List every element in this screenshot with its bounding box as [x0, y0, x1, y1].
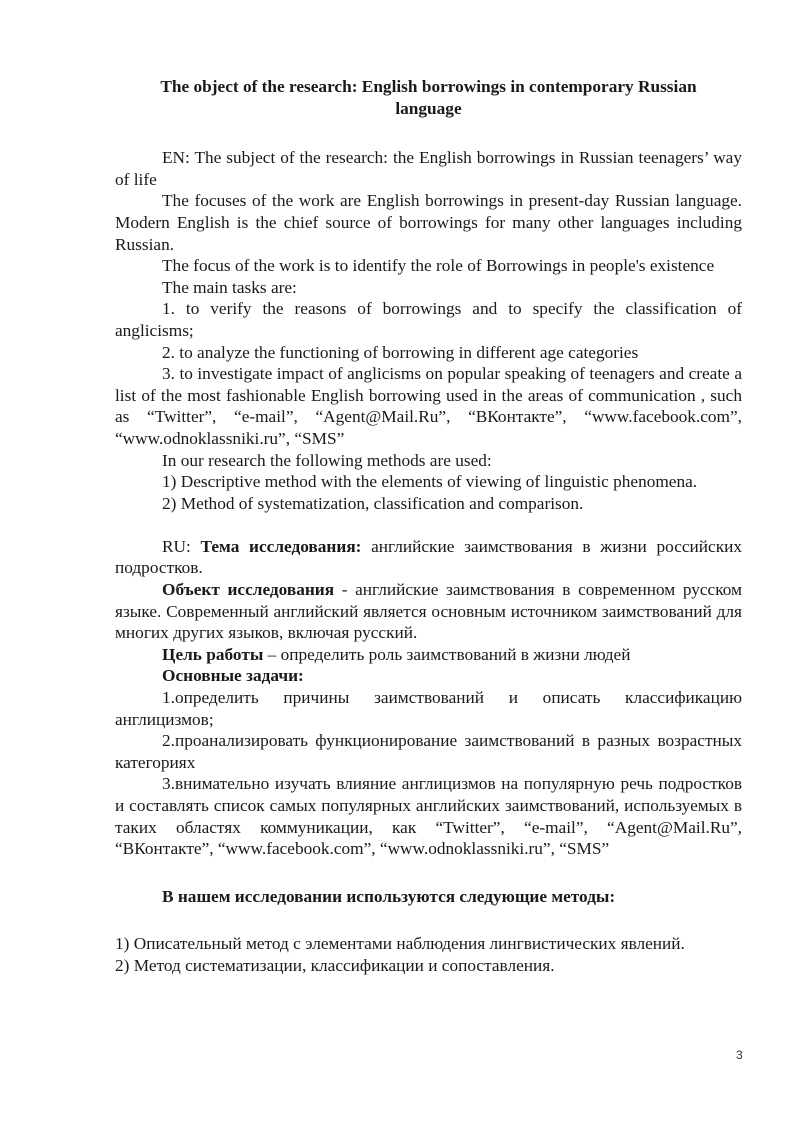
document-title: The object of the research: English borrowings in contemporary Russian language [160, 77, 697, 118]
page-number: 3 [736, 1048, 743, 1062]
ru-subject-label: Тема исследования: [200, 536, 362, 556]
ru-methods-heading [115, 886, 742, 908]
en-task-3: 3. to investigate impact of anglicisms on popular speaking of teenagers and create a list of the most fashionable English borrowing used in the areas of communication , such as “Twitter”, “e-mail”, “Agent@Mail.Ru”, “ВКонтакте”, “www.facebook.com”, “www.odnoklassniki.ru”, “SMS” [115, 364, 742, 448]
ru-subject-paragraph [115, 536, 742, 579]
ru-aim-label: Цель работы [162, 644, 264, 664]
en-tasks-heading: The main tasks are: [162, 277, 297, 297]
document-page [115, 76, 742, 977]
en-methods-intro: In our research the following methods are used: [162, 450, 492, 470]
en-method-2: 2) Method of systematization, classification and comparison. [162, 493, 584, 513]
ru-task-3: 3.внимательно изучать влияние англицизмов на популярную речь подростков и составлять список самых популярных английских заимствований, используемых в таких областях коммуникации, как “Twitter”, “e-mail”, “Agent@Mail.Ru”, “ВКонтакте”, “www.facebook.com”, “www.odnoklassniki.ru”, “SMS” [115, 774, 742, 859]
ru-methods-heading-text: В нашем исследовании используются следующие методы: [162, 886, 616, 906]
en-aim-paragraph: The focus of the work is to identify the role of Borrowings in people's existence [162, 256, 715, 276]
ru-aim-text: – определить роль заимствований в жизни людей [263, 644, 631, 664]
en-focus-paragraph: The focuses of the work are English borrowings in present-day Russian language. Modern English is the chief source of borrowings for many other languages including Russian. [115, 191, 742, 254]
ru-method-2: 2) Метод систематизации, классификации и сопоставления. [115, 955, 555, 975]
en-subject-paragraph: EN: The subject of the research: the English borrowings in Russian teenagers’ way of life [115, 148, 742, 189]
ru-lang-prefix: RU: [162, 536, 201, 556]
ru-tasks-label: Основные задачи: [162, 666, 304, 686]
ru-object-label: Объект исследования [162, 580, 335, 600]
en-method-1: 1) Descriptive method with the elements of viewing of linguistic phenomena. [162, 472, 698, 492]
en-task-2: 2. to analyze the functioning of borrowing in different age categories [162, 342, 639, 362]
ru-task-2: 2.проанализировать функционирование заимствований в разных возрастных категориях [115, 731, 742, 772]
ru-object-paragraph [115, 579, 742, 644]
ru-object-text: - английские заимствования в современном русском языке. Современный английский является основным источником заимствований для многих других языков, включая русский. [115, 580, 742, 643]
en-task-1: 1. to verify the reasons of borrowings and to specify the classification of anglicisms; [115, 299, 742, 340]
ru-aim-paragraph [115, 644, 742, 666]
ru-method-1: 1) Описательный метод с элементами наблюдения лингвистических явлений. [115, 934, 685, 954]
ru-tasks-heading [115, 665, 742, 687]
ru-task-1: 1.определить причины заимствований и описать классификацию англицизмов; [115, 688, 742, 729]
ru-subject-text: английские заимствования в жизни российских подростков. [115, 536, 742, 578]
